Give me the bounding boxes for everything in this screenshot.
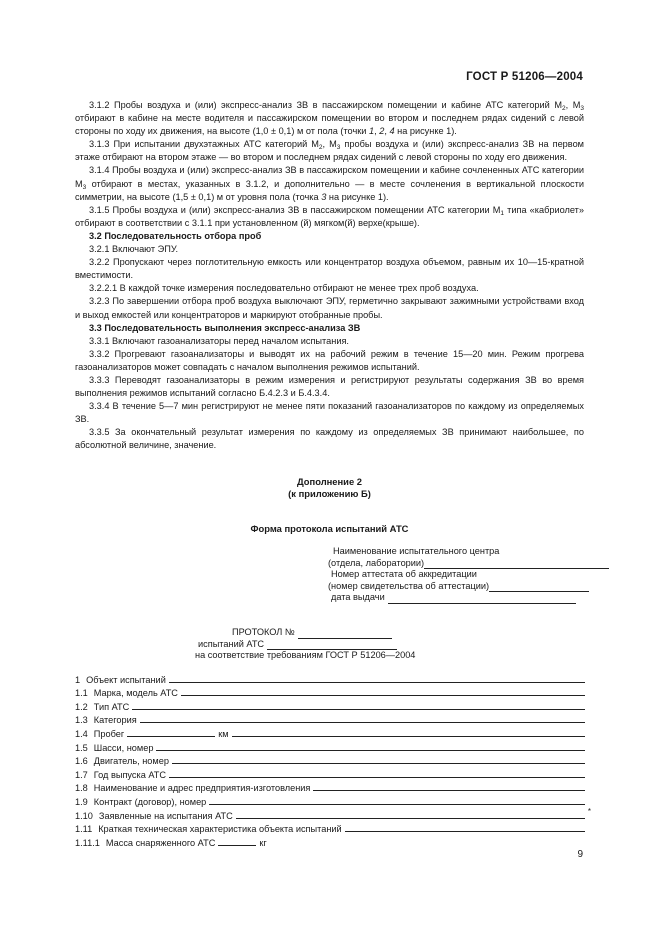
form-row-fill-line	[181, 686, 585, 696]
form-row-number: 1.9	[75, 796, 88, 807]
paragraph-3-3-1: 3.3.1 Включают газоанализаторы перед началом испытания.	[89, 335, 349, 346]
paragraph-3-2-2: 3.2.2 Пропускают через поглотительную емкость или концентратор воздуха объемом, равным их 10—15-кратной вместимости.	[75, 257, 584, 281]
form-row	[75, 671, 585, 685]
protocol-number-label: ПРОТОКОЛ №	[232, 627, 295, 637]
form-row-label: Заявленные на испытания АТС	[98, 810, 233, 821]
body-text	[75, 99, 584, 453]
form-row-fill-line	[209, 795, 585, 805]
requisite-certificate: (номер свидетельства об аттестации)	[328, 580, 490, 591]
paragraph-3-3-2: 3.3.2 Прогревают газоанализаторы и выводят их на рабочий режим в течение 15—20 мин. Режим прогрева газоанализаторов может совпадать с началом выполнения режимов испытаний.	[75, 348, 584, 372]
paragraph-3-3-4: 3.3.4 В течение 5—7 мин регистрируют не менее пяти показаний газоанализаторов по каждому из определяемых ЗВ.	[75, 401, 584, 425]
form-row-label: Марка, модель АТС	[93, 688, 178, 699]
form-row	[75, 821, 585, 835]
addendum-title: Дополнение 2	[297, 476, 362, 487]
form-row-fill-line	[218, 836, 256, 846]
paragraph-3-1-5: 3.1.5 Пробы воздуха и (или) экспресс-анализ ЗВ в пассажирском помещении АТС категории $М_1$ типа «кабриолет» отбирают в соответствии с 3.1.1 при установленном (й) мягком(й) верхе(крыше).	[75, 204, 584, 228]
form-row-fill-line	[172, 754, 585, 764]
form-row-number: 1.6	[75, 756, 88, 767]
form-row-number: 1	[75, 674, 81, 685]
form-row-label: Шасси, номер	[93, 742, 154, 753]
paragraph-3-2-2-1: 3.2.2.1 В каждой точке измерения последовательно отбирают не менее трех проб воздуха.	[89, 283, 479, 294]
form-row-fill-line	[169, 673, 585, 683]
paragraph-3-1-2: 3.1.2 Пробы воздуха и (или) экспресс-анализ ЗВ в пассажирском помещении и кабине АТС категорий $М_2$, $М_3$ отбирают в кабине на месте водителя и пассажирском помещении во втором и последнем рядах сидений с левой стороны по ходу их движения, на высоте (1,0 ± 0,1) м от пола (точки 1, 2, 4 на рисунке 1).	[75, 100, 584, 137]
form-row-number: 1.8	[75, 783, 88, 794]
form-row-label: Объект испытаний	[86, 674, 166, 685]
mileage-unit: км	[218, 728, 229, 739]
form-row-number: 1.7	[75, 769, 88, 780]
form-row-label: Пробег	[93, 728, 125, 739]
protocol-number-line	[298, 629, 392, 639]
section-heading-3-2: 3.2 Последовательность отбора проб	[89, 230, 262, 241]
requisite-department: (отдела, лаборатории)	[328, 557, 425, 568]
protocol-header	[195, 627, 415, 662]
form-row-label: Наименование и адрес предприятия-изготовления	[93, 783, 311, 794]
form-row-fill-line	[132, 700, 585, 710]
form-row-fill-line	[236, 809, 585, 819]
addendum-subtitle: (к приложению Б)	[288, 488, 371, 499]
form-row-fill-line	[345, 822, 585, 832]
protocol-tests-line	[267, 640, 397, 650]
form-row	[75, 725, 585, 739]
form-row-fill-line	[156, 741, 585, 751]
requisite-center-name: Наименование испытательного центра	[333, 546, 500, 556]
section-heading-3-3: 3.3 Последовательность выполнения экспресс-анализа ЗВ	[89, 322, 361, 333]
form-row-fill-line	[232, 727, 585, 737]
form-row	[75, 834, 585, 848]
paragraph-3-1-4: 3.1.4 Пробы воздуха и (или) экспресс-анализ ЗВ в пассажирском помещении и кабине сочлененных АТС категории $М_3$ отбирают в местах, указанных в 3.1.2, и дополнительно — в месте сочленения в вертикальной плоскости симметрии, на высоте (1,5 ± 0,1) м от уровня пола (точка 3 на рисунке 1).	[75, 165, 584, 202]
form-row-number: 1.3	[75, 715, 88, 726]
form-row-number: 1.11	[75, 824, 93, 835]
form-row-fill-line	[169, 768, 585, 778]
form-row-label: Год выпуска АТС	[93, 769, 167, 780]
form-title: Форма протокола испытаний АТС	[250, 523, 409, 534]
requisite-certificate-line	[489, 582, 589, 592]
form-row-label: Двигатель, номер	[93, 756, 169, 767]
form-row-number: 1.2	[75, 701, 88, 712]
form-row-fill-line	[140, 713, 585, 723]
paragraph-3-3-3: 3.3.3 Переводят газоанализаторы в режим измерения и регистрируют результаты содержания ЗВ во время выполнения режимов испытаний согласно Б.4.2.3 и Б.4.3.4.	[75, 374, 584, 399]
form-row-number: 1.4	[75, 728, 88, 739]
form-row-label: Контракт (договор), номер	[93, 796, 207, 807]
form-row-number: 1.5	[75, 742, 88, 753]
protocol-tests-label: испытаний АТС	[198, 638, 265, 649]
form-row-fill-line	[313, 781, 585, 791]
form-row-fill-line	[127, 727, 215, 737]
form-row	[75, 766, 585, 780]
form-row-label: Тип АТС	[93, 701, 130, 712]
form-row-number: 1.10	[75, 810, 93, 821]
requisites-block	[328, 546, 609, 604]
form-row-label: Категория	[93, 715, 137, 726]
standard-code-header: ГОСТ Р 51206—2004	[466, 71, 583, 83]
paragraph-3-1-3: 3.1.3 При испытании двухэтажных АТС категорий $М_2$, $М_3$ пробы воздуха и (или) экспресс-анализ ЗВ на первом этаже отбирают на втором этаже — во втором и последнем рядах сидений с левой стороны по ходу его движения.	[75, 139, 584, 163]
mass-unit: кг	[259, 837, 267, 848]
paragraph-3-3-5: 3.3.5 За окончательный результат измерения по каждому из определяемых ЗВ принимают наибольшее, по абсолютной величине, значение.	[75, 427, 584, 451]
requisite-issue-date: дата выдачи	[331, 592, 385, 603]
form-row-number: 1.11.1	[75, 837, 100, 848]
protocol-form	[75, 671, 591, 848]
form-row	[75, 698, 585, 712]
page-number: 9	[577, 849, 583, 860]
paragraph-3-2-1: 3.2.1 Включают ЭПУ.	[89, 244, 179, 255]
form-row-label: Краткая техническая характеристика объекта испытаний	[98, 824, 342, 835]
form-row	[75, 780, 585, 794]
protocol-compliance: на соответствие требованиям ГОСТ Р 51206—2004	[195, 650, 416, 661]
form-row	[75, 753, 585, 767]
requisite-accreditation: Номер аттестата об аккредитации	[331, 569, 477, 580]
form-row-label: Масса снаряженного АТС	[105, 837, 216, 848]
form-row	[75, 712, 585, 726]
paragraph-3-2-3: 3.2.3 По завершении отбора проб воздуха выключают ЭПУ, герметично закрывают зажимными устройствами вход и выход емкостей или концентраторов и маркируют отобранные пробы.	[75, 296, 584, 320]
form-row	[75, 685, 585, 699]
form-row-number: 1.1	[75, 688, 88, 699]
requisite-department-line	[424, 559, 609, 569]
form-row	[75, 806, 591, 821]
footnote-asterisk: *	[587, 806, 591, 816]
form-row	[75, 793, 585, 807]
requisite-issue-date-line	[388, 594, 576, 604]
form-row	[75, 739, 585, 753]
